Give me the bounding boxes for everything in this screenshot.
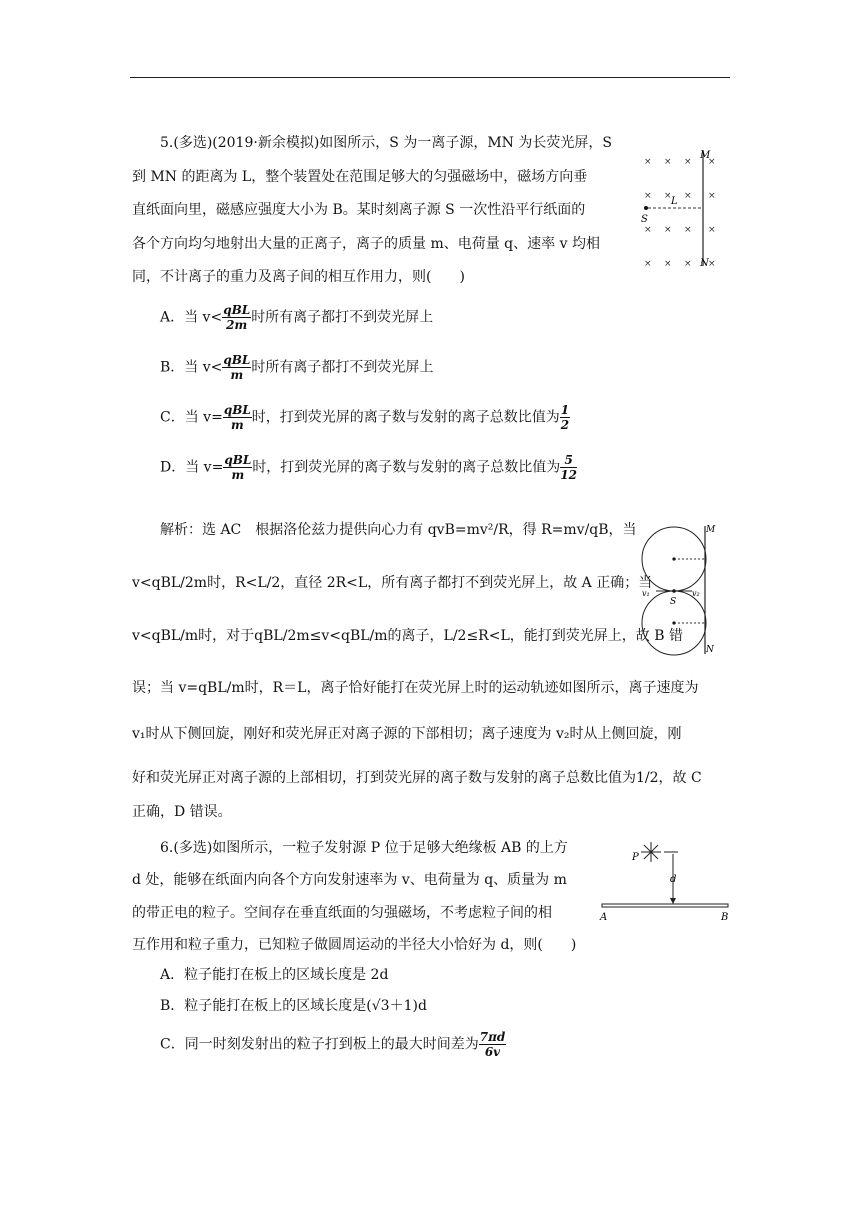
source-s-dot bbox=[672, 589, 676, 593]
svg-text:×: × bbox=[684, 157, 692, 167]
q5-line-1: 5.(多选)(2019·新余模拟)如图所示，S 为一离子源，MN 为长荧光屏，S bbox=[160, 135, 612, 151]
svg-text:×: × bbox=[644, 157, 652, 167]
q5-option-a: A．当 v< qBL 2m 时所有离子都打不到荧光屏上 bbox=[160, 303, 434, 332]
solution-line-5: v₁时从下侧回旋，刚好和荧光屏正对离子源的下部相切；离子速度为 v₂时从上侧回旋，刚 bbox=[132, 726, 682, 742]
label-v1: v₁ bbox=[642, 589, 650, 598]
q5-option-d: D．当 v= qBL m 时，打到荧光屏的离子数与发射的离子总数比值为 $\frac{5}{12}$ bbox=[160, 453, 578, 482]
label-s: S bbox=[670, 597, 677, 607]
q6-line-2: d 处，能够在纸面内向各个方向发射速率为 v、电荷量为 q、质量为 m bbox=[132, 872, 567, 888]
label-a: A bbox=[600, 912, 608, 922]
svg-text:×: × bbox=[708, 191, 716, 201]
label-v2: v₂ bbox=[692, 589, 700, 598]
label-m: M bbox=[700, 150, 711, 161]
solution-line-1: 解析：选 AC 根据洛伦兹力提供向心力有 qvB=mv²/R，得 R=mv/qB，当 bbox=[160, 522, 637, 538]
svg-text:×: × bbox=[684, 225, 692, 235]
q5-field-figure bbox=[636, 142, 726, 272]
q5-line-3: 直纸面向里，磁感应强度大小为 B。某时刻离子源 S 一次性沿平行纸面的 bbox=[132, 202, 586, 218]
label-m: M bbox=[706, 525, 716, 535]
header-rule bbox=[130, 77, 730, 78]
solution-line-4: 误；当 v=qBL/m时，R＝L，离子恰好能打在荧光屏上时的运动轨迹如图所示，离子速度为 bbox=[132, 680, 699, 696]
svg-text:×: × bbox=[644, 259, 652, 269]
svg-text:×: × bbox=[684, 191, 692, 201]
q6-option-a: A．粒子能打在板上的区域长度是 2d bbox=[160, 967, 389, 983]
label-p: P bbox=[632, 852, 639, 863]
label-b: B bbox=[721, 912, 729, 922]
svg-text:×: × bbox=[708, 225, 716, 235]
insulating-plate-ab bbox=[602, 904, 728, 907]
q6-line-4: 互作用和粒子重力，已知粒子做圆周运动的半径大小恰好为 d，则( ) bbox=[132, 937, 577, 953]
q5-line-4: 各个方向均匀地射出大量的正离子，离子的质量 m、电荷量 q、速率 v 均相 bbox=[132, 236, 600, 252]
q5-option-c: C．当 v= qBL m 时，打到荧光屏的离子数与发射的离子总数比值为 $\frac{1}{2}$ bbox=[160, 403, 570, 432]
svg-text:×: × bbox=[664, 191, 672, 201]
solution-line-2: v<qBL/2m时，R<L/2，直径 2R<L，所有离子都打不到荧光屏上，故 A 正确；当 bbox=[132, 575, 653, 591]
q6-option-b: B．粒子能打在板上的区域长度是(√3＋1)d bbox=[160, 998, 427, 1014]
label-d: d bbox=[670, 874, 677, 885]
svg-text:×: × bbox=[644, 225, 652, 235]
svg-text:×: × bbox=[684, 259, 692, 269]
label-l: L bbox=[671, 196, 678, 207]
label-n: N bbox=[706, 645, 714, 655]
solution-line-6: 好和荧光屏正对离子源的上部相切，打到荧光屏的离子数与发射的离子总数比值为1/2，故 C bbox=[132, 770, 702, 786]
label-n: N bbox=[700, 258, 709, 269]
svg-text:×: × bbox=[708, 259, 716, 269]
svg-text:×: × bbox=[664, 259, 672, 269]
solution-line-7: 正确，D 错误。 bbox=[132, 804, 232, 820]
q6-line-3: 的带正电的粒子。空间存在垂直纸面的匀强磁场，不考虑粒子间的相 bbox=[132, 905, 552, 921]
svg-text:×: × bbox=[664, 157, 672, 167]
q5-line-5: 同，不计离子的重力及离子间的相互作用力，则( ) bbox=[132, 269, 465, 285]
q6-plate-figure bbox=[596, 838, 732, 922]
q5-line-2: 到 MN 的距离为 L，整个装置处在范围足够大的匀强磁场中，磁场方向垂 bbox=[132, 169, 588, 185]
svg-text:×: × bbox=[664, 225, 672, 235]
svg-text:×: × bbox=[644, 191, 652, 201]
label-s: S bbox=[641, 214, 648, 225]
source-s-dot bbox=[644, 206, 648, 210]
svg-text:×: × bbox=[708, 157, 716, 167]
solution-line-3: v<qBL/m时，对于qBL/2m≤v<qBL/m的离子，L/2≤R<L，能打到荧光屏上，故 B 错 bbox=[132, 628, 683, 644]
source-p-icon bbox=[641, 842, 661, 862]
q6-line-1: 6.(多选)如图所示，一粒子发射源 P 位于足够大绝缘板 AB 的上方 bbox=[160, 840, 568, 856]
solution-trajectory-figure bbox=[636, 518, 730, 658]
q5-option-b: B．当 v< qBL m 时所有离子都打不到荧光屏上 bbox=[160, 353, 434, 382]
q6-option-c: C．同一时刻发射出的粒子打到板上的最大时间差为 $\frac{7\pi d}{6v}$ bbox=[160, 1030, 506, 1059]
